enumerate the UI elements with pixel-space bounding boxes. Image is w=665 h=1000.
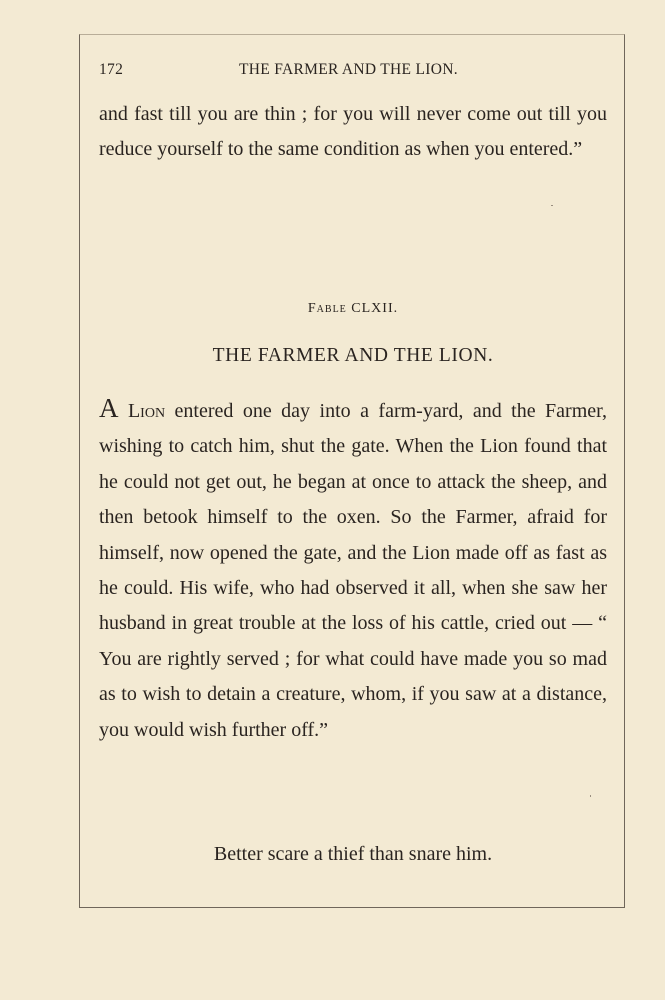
first-word: Lion xyxy=(127,400,166,422)
continued-paragraph: and fast till you are thin ; for you will never come out till you reduce yourself to the same condition as when you entered.” xyxy=(99,103,607,161)
fable-number: Fable CLXII. xyxy=(307,301,399,316)
paper-speck xyxy=(590,795,591,797)
running-head xyxy=(99,61,607,83)
drop-initial: A xyxy=(99,393,119,423)
fable-body-text: entered one day into a farm-yard, and the Farmer, wishing to catch him, shut the gate. When the Lion found that he could not get out, he began at once to attack the sheep, and then betook himself to the oxen. So the Farmer, afraid for himself, now opened the gate, and the Lion made off as fast as he could. His wife, who had observed it all, when she saw her husband in great trouble at the loss of his cattle, cried out — “ You are rightly served ; for what could have made you so mad as to wish to detain a creature, whom, if you saw at a distance, you would wish further off.” xyxy=(99,400,608,741)
fable-body xyxy=(99,394,607,748)
fable-title: THE FARMER AND THE LION. xyxy=(212,345,494,366)
paper-speck xyxy=(551,205,553,206)
page-number: 172 xyxy=(99,61,124,78)
moral: Better scare a thief than snare him. xyxy=(213,843,493,865)
running-title: THE FARMER AND THE LION. xyxy=(239,61,458,78)
